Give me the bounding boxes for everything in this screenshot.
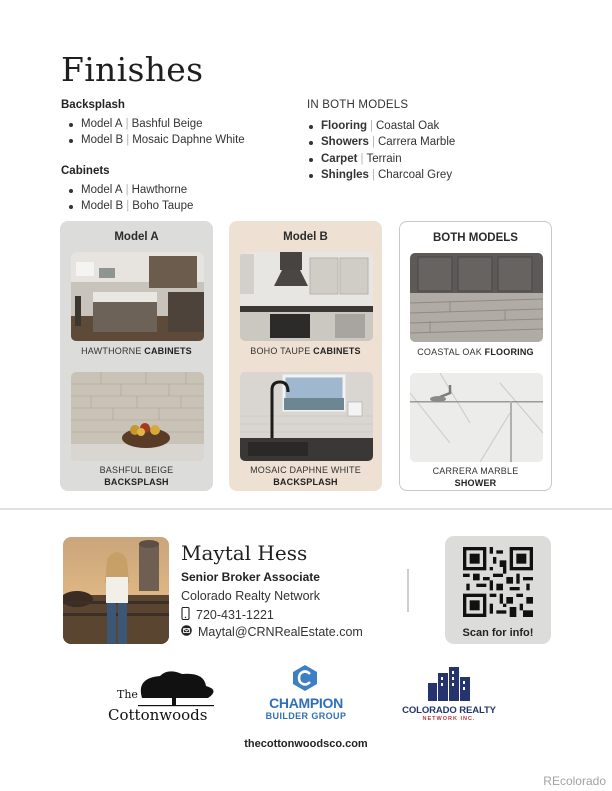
item-label: Shingles [321,169,369,181]
list-item: Shingles | Charcoal Grey [309,167,455,184]
both-models-section [307,97,455,184]
item-label: Model B [81,134,124,146]
caption-bold: CABINETS [313,346,361,356]
list-item: Showers | Carrera Marble [309,134,455,151]
caption-bold: SHOWER [454,478,497,488]
caption-text: BOHO TAUPE [250,346,311,356]
item-label: Showers [321,136,369,148]
agent-phone[interactable] [181,607,274,623]
caption-bold: CABINETS [144,346,192,356]
champion-emblem-icon [292,664,318,692]
caption [400,346,551,358]
card-title: Model B [283,231,328,243]
bashful-beige-backsplash-photo [71,372,204,461]
caption-text: COASTAL OAK [417,347,482,357]
recolorado-watermark: REcolorado [543,774,606,788]
model-b-card [229,221,382,491]
mosaic-daphne-white-backsplash-photo [240,372,373,461]
item-label: Model A [81,117,123,130]
cottonwoods-name: Cottonwoods [108,706,208,724]
list-item: Model B | Mosaic Daphne White [69,132,245,149]
champion-name: CHAMPION [269,695,343,711]
email-icon [181,625,192,639]
carrera-marble-shower-photo [410,373,543,462]
agent-company: Colorado Realty Network [181,589,320,603]
email-address: Maytal@CRNRealEstate.com [198,625,363,639]
agent-name: Maytal Hess [181,541,308,565]
colorado-realty-network-logo [393,663,505,725]
section-divider [0,508,612,510]
item-value: Boho Taupe [132,200,194,212]
agent-photo [63,537,169,644]
caption-bold: BACKSPLASH [104,477,169,487]
champion-sub: BUILDER GROUP [265,711,347,721]
list-item: Model B | Boho Taupe [69,198,193,215]
item-label: Carpet [321,152,358,165]
caption [229,345,382,357]
caption [229,464,382,488]
cabinets-heading: Cabinets [61,165,110,177]
phone-number: 720-431-1221 [196,608,274,622]
item-value: Coastal Oak [376,119,440,132]
cottonwoods-the: The [117,688,138,701]
backsplash-section [61,97,245,149]
item-value: Bashful Beige [131,117,203,130]
caption-text: HAWTHORNE [81,346,142,356]
qr-label: Scan for info! [462,627,534,639]
vertical-divider [407,569,409,612]
list-item: Carpet | Terrain [309,151,455,168]
hawthorne-cabinets-photo [71,252,204,341]
coastal-oak-flooring-photo [410,253,543,342]
cottonwoods-logo [108,668,222,726]
agent-role: Senior Broker Associate [181,570,320,584]
page-title: Finishes [61,50,204,89]
list-item: Flooring | Coastal Oak [309,118,455,135]
item-value: Mosaic Daphne White [132,134,245,146]
boho-taupe-cabinets-photo [240,252,373,341]
qr-code-icon [463,547,533,617]
crn-sub: NETWORK INC. [422,716,476,722]
item-label: Model A [81,183,123,196]
list-item: Model A | Bashful Beige [69,116,245,133]
crn-name: COLORADO REALTY [402,705,496,716]
caption-text: MOSAIC DAPHNE WHITE [250,465,361,475]
caption [60,345,213,357]
champion-builder-group-logo [250,664,362,724]
caption-bold: BACKSPLASH [273,477,338,487]
card-title: BOTH MODELS [433,232,518,244]
item-value: Hawthorne [131,183,188,196]
phone-icon [181,607,190,623]
backsplash-heading: Backsplash [61,99,125,111]
item-value: Charcoal Grey [377,169,453,181]
qr-card[interactable] [445,536,551,644]
item-value: Terrain [366,152,402,165]
list-item: Model A | Hawthorne [69,182,193,199]
caption-bold: FLOORING [484,347,534,357]
caption-text: BASHFUL BEIGE [99,465,174,475]
website-link[interactable]: thecottonwoodsco.com [244,738,368,750]
caption [400,465,551,489]
cabinets-section [61,163,193,215]
card-title: Model A [114,231,159,243]
item-label: Model B [81,200,124,212]
buildings-icon [426,663,472,701]
item-label: Flooring [321,119,367,132]
both-models-heading: IN BOTH MODELS [307,99,409,111]
model-a-card [60,221,213,491]
caption [60,464,213,488]
agent-email[interactable] [181,625,363,639]
both-models-card [399,221,552,491]
caption-text: CARRERA MARBLE [432,466,519,476]
item-value: Carrera Marble [377,136,456,148]
